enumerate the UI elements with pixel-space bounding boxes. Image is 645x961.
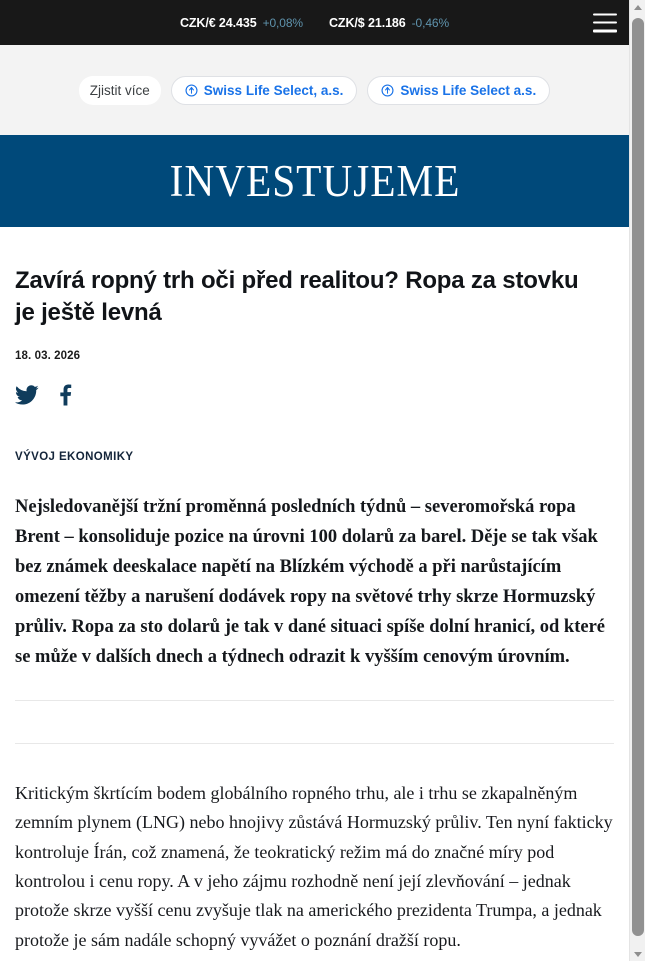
promo-chip-label-2: Swiss Life Select a.s. xyxy=(400,82,537,98)
scroll-down-icon[interactable] xyxy=(630,947,645,961)
ticker-change-usd: -0,46% xyxy=(411,15,450,30)
category-label: VÝVOJ EKONOMIKY xyxy=(15,451,134,464)
promo-label: Zjistit více xyxy=(79,76,161,105)
currency-ticker-list xyxy=(180,16,449,30)
article-paragraph-1: Kritickým škrtícím bodem globálního ropného trhu, ale i trhu se zkapalněným zemním plynem (LNG) nebo hnojivy zůstává Hormuzský průliv. Ten nyní fakticky kontroluje Írán, což znamená, že teokratický režim má do značné míry pod kontrolou i cenu ropy. A v jeho zájmu rozhodně není její zlevňování – jednak protože skrze vyšší cenu zvyšuje tlak na amerického prezidenta Trumpa, a jednak protože je sám nadále schopný vyvážet o poznání dražší ropu. xyxy=(15,783,613,950)
page-title: Zavírá ropný trh oči před realitou? Ropa za stovku je ještě levná xyxy=(15,267,579,326)
ticker-pair-usd: CZK/$ 21.186 xyxy=(329,15,406,30)
facebook-icon[interactable] xyxy=(59,384,72,411)
article-date: 18. 03. 2026 xyxy=(15,350,81,363)
hamburger-bar-3 xyxy=(593,29,617,32)
promo-chip-swiss-life-select-2[interactable] xyxy=(367,76,550,105)
article-container xyxy=(0,227,629,961)
social-share-bar xyxy=(15,384,614,411)
hamburger-icon[interactable] xyxy=(593,13,617,32)
category-badge[interactable] xyxy=(15,451,133,463)
ticker-change-eur: +0,08% xyxy=(262,15,303,30)
twitter-icon[interactable] xyxy=(15,385,39,410)
scrollbar-thumb[interactable] xyxy=(632,18,644,936)
inline-ad-slot xyxy=(15,701,614,743)
scroll-up-icon[interactable] xyxy=(630,0,645,14)
article-perex: Nejsledovanější tržní proměnná posledních týdnů – severomořská ropa Brent – konsoliduje pozice na úrovni 100 dolarů za barel. Děje se tak však bez známek deeskalace napětí na Blízkém východě a při narůstajícím omezení těžby a narušení dodávek ropy na světové trhy skrze Hormuzský průliv. Ropa za sto dolarů je tak v dané situaci spíše dolní hranicí, od které se může v dalších dnech a týdnech odrazit k vyšším cenovým úrovním. xyxy=(15,497,605,668)
promo-chip-swiss-life-select-1[interactable] xyxy=(171,76,358,105)
top-ticker-bar xyxy=(0,0,629,45)
ticker-item-eur[interactable] xyxy=(180,16,303,30)
ticker-item-usd[interactable] xyxy=(329,16,449,30)
vertical-scrollbar[interactable] xyxy=(629,0,645,961)
ticker-pair-eur: CZK/€ 24.435 xyxy=(179,15,257,30)
hamburger-bar-2 xyxy=(593,21,617,24)
hamburger-bar-1 xyxy=(593,13,617,16)
content-divider-bottom xyxy=(15,743,614,744)
promo-chip-label-1: Swiss Life Select, a.s. xyxy=(203,82,344,98)
info-circle-icon xyxy=(185,84,198,97)
promo-bar xyxy=(0,45,629,135)
site-logo[interactable]: INVESTUJEME xyxy=(169,155,460,206)
site-masthead xyxy=(0,135,629,227)
info-circle-icon xyxy=(381,84,394,97)
